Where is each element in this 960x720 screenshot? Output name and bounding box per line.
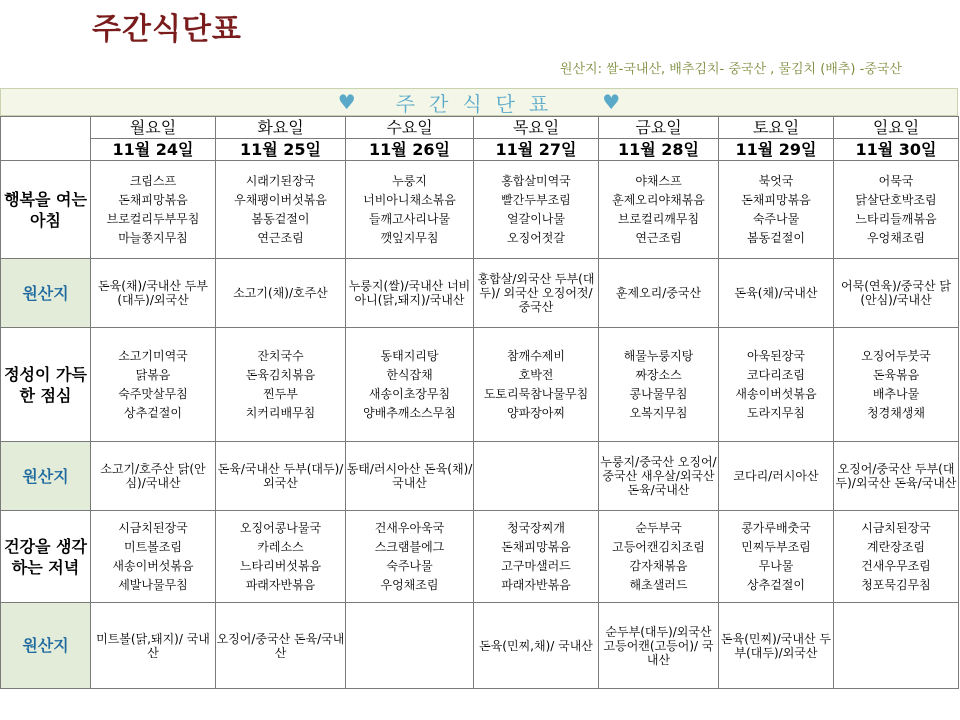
menu-item: 감자채볶음 — [629, 558, 688, 573]
dinner-origin-cell: 순두부(대두)/외국산 고등어캔(고등어)/ 국내산 — [599, 603, 719, 689]
menu-item: 새송이버섯볶음 — [112, 558, 194, 573]
breakfast-menu-cell — [599, 161, 719, 259]
menu-item: 무나물 — [758, 558, 794, 573]
date-header: 11월 25일 — [216, 139, 346, 161]
lunch-menu-cell — [834, 328, 959, 442]
menu-item: 돈채피망볶음 — [118, 192, 188, 207]
breakfast-origin-cell: 어묵(연육)/중국산 닭(안심)/국내산 — [834, 259, 959, 328]
lunch-origin-cell: 코다리/러시아산 — [719, 442, 834, 511]
breakfast-origin-cell: 훈제오리/중국산 — [599, 259, 719, 328]
dinner-origin-cell: 미트볼(닭,돼지)/ 국내산 — [91, 603, 216, 689]
lunch-origin-cell: 돈육/국내산 두부(대두)/외국산 — [216, 442, 346, 511]
breakfast-menu-cell — [216, 161, 346, 259]
dinner-menu-cell — [834, 511, 959, 603]
menu-item: 청포묵김무침 — [861, 577, 931, 592]
dinner-origin-cell — [346, 603, 474, 689]
menu-item: 우채팽이버섯볶음 — [234, 192, 327, 207]
dinner-origin-cell — [834, 603, 959, 689]
day-header: 금요일 — [599, 117, 719, 139]
menu-item: 치커리배무침 — [245, 405, 316, 420]
date-header: 11월 27일 — [474, 139, 599, 161]
menu-item: 해물누룽지탕 — [623, 348, 694, 363]
menu-item: 짜장소스 — [635, 367, 682, 382]
menu-item: 느타리버섯볶음 — [239, 558, 322, 573]
date-header: 11월 30일 — [834, 139, 959, 161]
menu-item: 청경채생채 — [867, 405, 925, 420]
lunch-origin-cell: 누룽지/중국산 오징어/중국산 새우살/외국산 돈육/국내산 — [599, 442, 719, 511]
breakfast-origin-cell: 누룽지(쌀)/국내산 너비아니(닭,돼지)/국내산 — [346, 259, 474, 328]
menu-item: 홍합살미역국 — [501, 173, 571, 188]
menu-item: 카레소스 — [257, 539, 304, 554]
menu-item: 건새우무조림 — [861, 558, 931, 573]
menu-item: 찐두부 — [263, 386, 298, 401]
lunch-menu-cell — [599, 328, 719, 442]
menu-item: 파래자반볶음 — [245, 577, 316, 592]
menu-item: 도토리묵참나물무침 — [483, 386, 589, 401]
day-header: 수요일 — [346, 117, 474, 139]
menu-item: 우엉채조림 — [867, 230, 925, 245]
menu-item: 봄동겉절이 — [251, 211, 310, 226]
menu-item: 훈제오리야채볶음 — [612, 192, 705, 207]
menu-item: 오징어두붓국 — [861, 348, 931, 363]
breakfast-menu-cell — [474, 161, 599, 259]
menu-item: 민찌두부조림 — [741, 539, 811, 554]
menu-item: 코다리조림 — [747, 367, 805, 382]
lunch-menu-cell — [474, 328, 599, 442]
menu-item: 파래자반볶음 — [501, 577, 571, 592]
lunch-origin-cell: 동태/러시아산 돈육(채)/국내산 — [346, 442, 474, 511]
lunch-menu-cell — [346, 328, 474, 442]
menu-item: 브로컬리깨무침 — [617, 211, 700, 226]
menu-item: 우엉채조림 — [380, 577, 439, 592]
menu-item: 참깨수제비 — [507, 348, 565, 363]
date-header: 11월 29일 — [719, 139, 834, 161]
menu-item: 고등어캔김치조림 — [612, 539, 705, 554]
day-header: 화요일 — [216, 117, 346, 139]
breakfast-origin-cell: 돈육(채)/국내산 — [719, 259, 834, 328]
menu-item: 봄동겉절이 — [747, 230, 805, 245]
breakfast-menu-cell — [346, 161, 474, 259]
corner-cell — [1, 117, 91, 161]
day-header: 목요일 — [474, 117, 599, 139]
menu-item: 닭살단호박조림 — [855, 192, 937, 207]
menu-item: 양배추깨소스무침 — [363, 405, 456, 420]
menu-item: 느타리들깨볶음 — [855, 211, 937, 226]
menu-item: 크림스프 — [129, 173, 177, 188]
breakfast-menu-cell — [834, 161, 959, 259]
menu-item: 야채스프 — [635, 173, 682, 188]
page-title: 주간식단표 — [92, 12, 242, 47]
menu-item: 상추겉절이 — [124, 405, 182, 420]
menu-item: 시금치된장국 — [861, 520, 931, 535]
breakfast-menu-cell — [91, 161, 216, 259]
heart-icon: ♥ — [602, 90, 621, 114]
menu-item: 시래기된장국 — [245, 173, 316, 188]
origin-label: 원산지 — [1, 442, 91, 511]
breakfast-origin-cell: 홍합살/외국산 두부(대두)/ 외국산 오징어젓/중국산 — [474, 259, 599, 328]
dinner-menu-cell — [91, 511, 216, 603]
menu-item: 들깨고사리나물 — [368, 211, 451, 226]
dinner-label: 건강을 생각하는 저녁 — [1, 511, 91, 603]
lunch-menu-cell — [216, 328, 346, 442]
menu-item: 마늘쫑지무침 — [118, 230, 188, 245]
banner-title: 주간식단표 — [395, 91, 563, 116]
date-header: 11월 26일 — [346, 139, 474, 161]
origin-note: 원산지: 쌀-국내산, 배추김치- 중국산 , 물김치 (배추) -중국산 — [559, 62, 902, 77]
menu-item: 시금치된장국 — [118, 520, 188, 535]
menu-item: 돈채피망볶음 — [501, 539, 571, 554]
menu-item: 새송이버섯볶음 — [735, 386, 817, 401]
menu-item: 새송이초장무침 — [368, 386, 451, 401]
menu-item: 세발나물무침 — [118, 577, 188, 592]
menu-item: 얼갈이나물 — [507, 211, 565, 226]
menu-item: 누룽지 — [392, 173, 427, 188]
dinner-menu-cell — [346, 511, 474, 603]
menu-item: 콩가루배춧국 — [741, 520, 811, 535]
menu-item: 깻잎지무침 — [380, 230, 439, 245]
origin-label: 원산지 — [1, 603, 91, 689]
menu-item: 해초샐러드 — [629, 577, 688, 592]
lunch-origin-cell: 소고기/호주산 닭(안심)/국내산 — [91, 442, 216, 511]
menu-item: 브로컬리두부무침 — [106, 211, 200, 226]
breakfast-origin-cell: 소고기(채)/호주산 — [216, 259, 346, 328]
dinner-origin-cell: 돈육(민찌,채)/ 국내산 — [474, 603, 599, 689]
lunch-label: 정성이 가득한 점심 — [1, 328, 91, 442]
menu-item: 건새우아욱국 — [374, 520, 445, 535]
lunch-menu-cell — [91, 328, 216, 442]
lunch-menu-cell — [719, 328, 834, 442]
menu-item: 배추나물 — [872, 386, 920, 401]
date-header: 11월 24일 — [91, 139, 216, 161]
menu-item: 연근조림 — [635, 230, 682, 245]
menu-item: 숙주나물 — [386, 558, 433, 573]
menu-item: 동태지리탕 — [380, 348, 439, 363]
menu-item: 청국장찌개 — [507, 520, 565, 535]
menu-item: 콩나물무침 — [629, 386, 688, 401]
lunch-origin-cell — [474, 442, 599, 511]
menu-item: 스크램블에그 — [374, 539, 445, 554]
heart-icon: ♥ — [337, 90, 356, 114]
day-header: 일요일 — [834, 117, 959, 139]
banner — [0, 88, 958, 116]
menu-item: 상추겉절이 — [747, 577, 805, 592]
menu-item: 돈육김치볶음 — [245, 367, 316, 382]
origin-label: 원산지 — [1, 259, 91, 328]
dinner-menu-cell — [474, 511, 599, 603]
menu-item: 호박전 — [518, 367, 554, 382]
menu-item: 소고기미역국 — [118, 348, 188, 363]
day-header: 월요일 — [91, 117, 216, 139]
date-header: 11월 28일 — [599, 139, 719, 161]
menu-item: 숙주나물 — [752, 211, 800, 226]
menu-item: 잔치국수 — [257, 348, 304, 363]
day-header: 토요일 — [719, 117, 834, 139]
menu-item: 숙주맛살무침 — [118, 386, 188, 401]
menu-table — [0, 116, 959, 689]
dinner-menu-cell — [719, 511, 834, 603]
menu-item: 양파장아찌 — [507, 405, 565, 420]
menu-item: 오징어젓갈 — [507, 230, 565, 245]
dinner-origin-cell: 오징어/중국산 돈육/국내산 — [216, 603, 346, 689]
menu-item: 순두부국 — [635, 520, 682, 535]
breakfast-label: 행복을 여는 아침 — [1, 161, 91, 259]
menu-item: 오복지무침 — [629, 405, 688, 420]
breakfast-menu-cell — [719, 161, 834, 259]
breakfast-origin-cell: 돈육(채)/국내산 두부(대두)/외국산 — [91, 259, 216, 328]
menu-item: 한식잡채 — [386, 367, 433, 382]
menu-item: 어묵국 — [878, 173, 914, 188]
dinner-menu-cell — [216, 511, 346, 603]
dinner-menu-cell — [599, 511, 719, 603]
menu-item: 고구마샐러드 — [501, 558, 571, 573]
menu-item: 빨간두부조림 — [501, 192, 571, 207]
menu-item: 미트볼조림 — [124, 539, 182, 554]
menu-item: 오징어콩나물국 — [239, 520, 322, 535]
menu-item: 돈육볶음 — [872, 367, 920, 382]
menu-item: 닭볶음 — [135, 367, 171, 382]
menu-item: 아욱된장국 — [747, 348, 805, 363]
lunch-origin-cell: 오징어/중국산 두부(대두)/외국산 돈육/국내산 — [834, 442, 959, 511]
menu-item: 북엇국 — [758, 173, 794, 188]
dinner-origin-cell: 돈육(민찌)/국내산 두부(대두)/외국산 — [719, 603, 834, 689]
menu-item: 도라지무침 — [747, 405, 805, 420]
menu-item: 연근조림 — [257, 230, 304, 245]
menu-item: 너비아니채소볶음 — [363, 192, 456, 207]
menu-item: 돈채피망볶음 — [741, 192, 811, 207]
menu-item: 계란장조림 — [867, 539, 925, 554]
